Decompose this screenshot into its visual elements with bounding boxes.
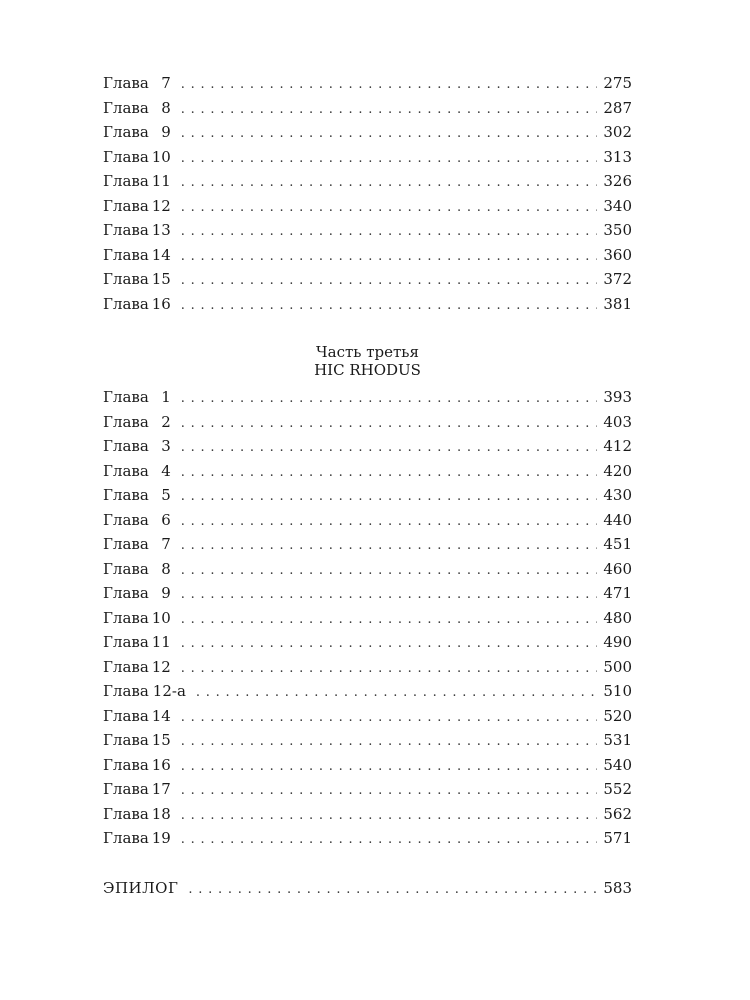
toc-entry[interactable] <box>103 267 632 292</box>
toc-leader-dots <box>181 147 598 172</box>
toc-entry-page-number: 430 <box>603 486 632 504</box>
toc-entry-word: Глава <box>103 559 149 578</box>
toc-entry-page-number: 403 <box>603 412 632 431</box>
toc-entry-label <box>103 385 171 410</box>
toc-entry-page-number: 372 <box>603 270 632 288</box>
toc-entry[interactable] <box>103 802 632 827</box>
toc-entry-label <box>103 71 171 96</box>
toc-entry-chapter-number: 9 <box>161 584 171 602</box>
toc-leader-dots <box>181 804 598 829</box>
toc-entry-page-number: 531 <box>603 731 632 749</box>
toc-entry-word: Глава <box>103 245 149 264</box>
toc-entry-label <box>103 292 171 317</box>
toc-leader-dots <box>181 171 598 196</box>
toc-entry-label <box>103 728 171 753</box>
toc-entry-chapter-number: 16 <box>151 755 171 774</box>
toc-leader-dots <box>181 98 598 123</box>
toc-entry-word: Глава <box>103 755 149 774</box>
toc-entry-word: Глава <box>103 388 149 406</box>
toc-entry-chapter-number: 12 <box>151 196 171 215</box>
toc-entry-chapter-number: 19 <box>151 829 171 847</box>
toc-entry-label <box>103 267 171 292</box>
toc-entry-page-number: 350 <box>603 221 632 239</box>
toc-entry[interactable] <box>103 218 632 243</box>
toc-entry[interactable] <box>103 243 632 268</box>
toc-entry-chapter-number: 16 <box>151 294 171 313</box>
toc-entry-chapter-number: 6 <box>161 510 171 529</box>
toc-entry-page-number: 340 <box>603 196 632 215</box>
toc-entry-chapter-number: 4 <box>161 461 171 480</box>
toc-entry[interactable] <box>103 483 632 508</box>
toc-leader-dots <box>181 706 598 731</box>
toc-leader-dots <box>181 559 598 584</box>
toc-entry-chapter-number: 13 <box>151 221 171 239</box>
toc-entry[interactable] <box>103 753 632 778</box>
toc-entry-word: Глава <box>103 608 149 627</box>
toc-entry-label <box>103 120 171 145</box>
toc-entry-word: Глава <box>103 221 149 239</box>
toc-leader-dots <box>181 245 598 270</box>
toc-entry-page-number: 302 <box>603 123 632 141</box>
toc-entry-page-number: 583 <box>603 879 632 897</box>
toc-entry-chapter-number: 3 <box>161 437 171 455</box>
toc-entry-chapter-number: 15 <box>151 731 171 749</box>
toc-entry[interactable] <box>103 728 632 753</box>
toc-entry-chapter-number: 2 <box>161 412 171 431</box>
toc-entry-page-number: 412 <box>603 437 632 455</box>
toc-leader-dots <box>196 681 597 706</box>
toc-entry-label <box>103 243 171 268</box>
toc-entry-page-number: 562 <box>603 804 632 823</box>
toc-leader-dots <box>181 73 598 98</box>
toc-leader-dots <box>181 755 598 780</box>
toc-entry-label <box>103 826 171 851</box>
toc-entry-chapter-number: 10 <box>151 608 171 627</box>
toc-part-three <box>103 385 632 851</box>
toc-entry-label <box>103 630 171 655</box>
toc-leader-dots <box>181 220 598 245</box>
toc-entry-page-number: 471 <box>603 584 632 602</box>
toc-entry[interactable] <box>103 194 632 219</box>
toc-entry-chapter-number: 10 <box>151 147 171 166</box>
toc-entry-label <box>103 802 171 827</box>
toc-entry-word: Глава <box>103 706 149 725</box>
toc-leader-dots <box>181 461 598 486</box>
toc-entry-chapter-number: 8 <box>161 559 171 578</box>
toc-leader-dots <box>181 412 598 437</box>
toc-entry-label <box>103 679 186 704</box>
toc-entry-label <box>103 704 171 729</box>
toc-entry-word: Глава <box>103 270 149 288</box>
toc-entry-word: Глава <box>103 437 149 455</box>
toc-entry-chapter-number: 7 <box>161 74 171 92</box>
toc-entry-chapter-number: 8 <box>161 98 171 117</box>
toc-leader-dots <box>181 730 598 755</box>
toc-entry-label <box>103 194 171 219</box>
toc-leader-dots <box>181 196 598 221</box>
toc-entry-word: Глава <box>103 172 149 190</box>
toc-entry-chapter-number: 12 <box>151 657 171 676</box>
toc-entry-word: Глава <box>103 196 149 215</box>
toc-leader-dots <box>181 269 598 294</box>
toc-entry-word: Глава <box>103 294 149 313</box>
toc-entry[interactable] <box>103 581 632 606</box>
toc-entry[interactable] <box>103 655 632 680</box>
toc-entry-chapter-number: 15 <box>151 270 171 288</box>
toc-entry-word: Глава <box>103 633 149 651</box>
part-three-heading: Часть третья <box>316 343 419 361</box>
toc-entry-page-number: 520 <box>603 706 632 725</box>
toc-entry[interactable] <box>103 169 632 194</box>
toc-entry-title: ЭПИЛОГ <box>103 879 179 897</box>
toc-entry-chapter-number: 12-а <box>152 682 186 700</box>
toc-entry-label <box>103 777 171 802</box>
toc-entry-label <box>103 655 171 680</box>
toc-entry-label <box>103 876 178 901</box>
toc-entry-chapter-number: 17 <box>151 780 171 798</box>
toc-entry-word: Глава <box>103 461 149 480</box>
toc-entry-label <box>103 606 171 631</box>
toc-entry-word: Глава <box>103 98 149 117</box>
toc-entry[interactable] <box>103 96 632 121</box>
toc-leader-dots <box>181 632 598 657</box>
toc-entry-page-number: 420 <box>603 461 632 480</box>
part-three-subheading: HIC RHODUS <box>314 361 421 379</box>
toc-entry-word: Глава <box>103 584 149 602</box>
toc-entry[interactable] <box>103 292 632 317</box>
toc-entry-label <box>103 581 171 606</box>
toc-entry-page-number: 552 <box>603 780 632 798</box>
toc-entry-word: Глава <box>103 682 149 700</box>
toc-entry-chapter-number: 14 <box>151 245 171 264</box>
toc-entry-word: Глава <box>103 412 149 431</box>
toc-entry[interactable] <box>103 777 632 802</box>
toc-entry[interactable] <box>103 679 632 704</box>
toc-entry-page-number: 381 <box>603 294 632 313</box>
toc-entry[interactable] <box>103 557 632 582</box>
toc-entry-word: Глава <box>103 123 149 141</box>
toc-entry-page-number: 540 <box>603 755 632 774</box>
toc-entry[interactable] <box>103 71 632 96</box>
toc-entry-label <box>103 169 171 194</box>
toc-entry-chapter-number: 9 <box>161 123 171 141</box>
toc-leader-dots <box>181 510 598 535</box>
toc-leader-dots <box>181 657 598 682</box>
toc-entry[interactable] <box>103 508 632 533</box>
toc-entry-word: Глава <box>103 74 149 92</box>
toc-leader-dots <box>181 608 598 633</box>
toc-entry-page-number: 571 <box>603 829 632 847</box>
toc-leader-dots <box>181 436 598 461</box>
toc-entry-word: Глава <box>103 804 149 823</box>
toc-entry[interactable] <box>103 434 632 459</box>
toc-entry[interactable] <box>103 606 632 631</box>
toc-entry-page-number: 313 <box>603 147 632 166</box>
toc-entry-page-number: 451 <box>603 535 632 553</box>
toc-entry-label <box>103 508 171 533</box>
toc-entry[interactable] <box>103 145 632 170</box>
toc-entry[interactable] <box>103 459 632 484</box>
toc-entry-page-number: 500 <box>603 657 632 676</box>
toc-entry-label <box>103 410 171 435</box>
toc-entry-page-number: 275 <box>603 74 632 92</box>
toc-entry-word: Глава <box>103 780 149 798</box>
toc-entry-label <box>103 557 171 582</box>
toc-entry-label <box>103 459 171 484</box>
toc-entry[interactable] <box>103 826 632 851</box>
toc-entry-word: Глава <box>103 147 149 166</box>
toc-entry-word: Глава <box>103 535 149 553</box>
toc-entry-chapter-number: 14 <box>151 706 171 725</box>
toc-leader-dots <box>181 387 598 412</box>
toc-entry-page-number: 510 <box>603 682 632 700</box>
toc-entry-chapter-number: 7 <box>161 535 171 553</box>
toc-entry-label <box>103 145 171 170</box>
toc-part-two-tail <box>103 71 632 316</box>
toc-entry-label <box>103 532 171 557</box>
toc-leader-dots <box>188 878 597 903</box>
toc-entry-page-number: 480 <box>603 608 632 627</box>
toc-entry[interactable] <box>103 630 632 655</box>
toc-entry-page-number: 460 <box>603 559 632 578</box>
toc-entry-word: Глава <box>103 731 149 749</box>
toc-entry-page-number: 440 <box>603 510 632 529</box>
toc-entry[interactable] <box>103 704 632 729</box>
toc-entry-word: Глава <box>103 510 149 529</box>
toc-entry-chapter-number: 18 <box>151 804 171 823</box>
toc-leader-dots <box>181 779 598 804</box>
toc-entry-word: Глава <box>103 657 149 676</box>
toc-entry-page-number: 287 <box>603 98 632 117</box>
toc-entry-label <box>103 483 171 508</box>
toc-entry-chapter-number: 1 <box>161 388 171 406</box>
toc-entry[interactable] <box>103 385 632 410</box>
toc-entry-label <box>103 218 171 243</box>
toc-leader-dots <box>181 534 598 559</box>
toc-entry-word: Глава <box>103 829 149 847</box>
toc-entry-chapter-number: 11 <box>151 633 171 651</box>
toc-entry-epilogue[interactable] <box>103 876 632 901</box>
toc-entry[interactable] <box>103 120 632 145</box>
toc-entry-label <box>103 96 171 121</box>
toc-entry-page-number: 360 <box>603 245 632 264</box>
toc-leader-dots <box>181 485 598 510</box>
toc-entry-word: Глава <box>103 486 149 504</box>
toc-leader-dots <box>181 828 598 853</box>
toc-entry-label <box>103 434 171 459</box>
toc-entry-page-number: 393 <box>603 388 632 406</box>
toc-leader-dots <box>181 122 598 147</box>
toc-entry[interactable] <box>103 532 632 557</box>
toc-leader-dots <box>181 583 598 608</box>
toc-entry-chapter-number: 11 <box>151 172 171 190</box>
toc-epilogue <box>103 876 632 901</box>
toc-entry-label <box>103 753 171 778</box>
toc-entry[interactable] <box>103 410 632 435</box>
toc-entry-page-number: 326 <box>603 172 632 190</box>
toc-entry-page-number: 490 <box>603 633 632 651</box>
toc-entry-chapter-number: 5 <box>161 486 171 504</box>
toc-leader-dots <box>181 294 598 319</box>
